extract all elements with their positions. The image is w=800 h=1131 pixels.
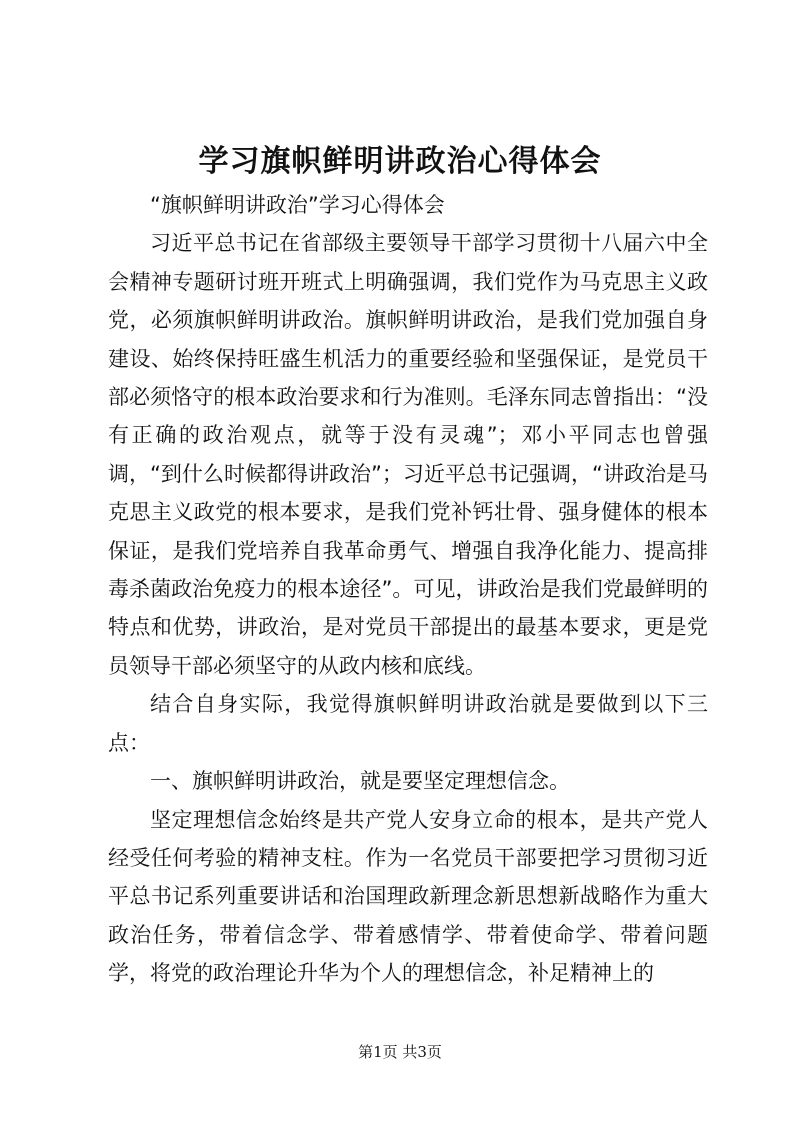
section-heading: 一、旗帜鲜明讲政治，就是要坚定理想信念。 xyxy=(150,769,570,794)
body-paragraph: 结合自身实际，我觉得旗帜鲜明讲政治就是要做到以下三点： xyxy=(108,692,708,755)
subtitle-paragraph: “旗帜鲜明讲政治”学习心得体会 xyxy=(150,193,445,217)
document-body xyxy=(108,186,708,993)
document-title: 学习旗帜鲜明讲政治心得体会 xyxy=(198,144,602,179)
body-paragraph: 习近平总书记在省部级主要领导干部学习贯彻十八届六中全会精神专题研讨班开班式上明确强调，我们党作为马克思主义政党，必须旗帜鲜明讲政治。旗帜鲜明讲政治，是我们党加强自身建设、始终保持旺盛生机活力的重要经验和坚强保证，是党员干部必须恪守的根本政治要求和行为准则。毛泽东同志曾指出：“没有正确的政治观点，就等于没有灵魂”；邓小平同志也曾强调，“到什么时候都得讲政治”；习近平总书记强调，“讲政治是马克思主义政党的根本要求，是我们党补钙壮骨、强身健体的根本保证，是我们党培养自我革命勇气、增强自我净化能力、提高排毒杀菌政治免疫力的根本途径”。可见，讲政治是我们党最鲜明的特点和优势，讲政治，是对党员干部提出的最基本要求，更是党员领导干部必须坚守的从政内核和底线。 xyxy=(108,231,708,678)
page-footer: 第1页 共3页 xyxy=(358,1043,442,1061)
body-paragraph: 坚定理想信念始终是共产党人安身立命的根本，是共产党人经受任何考验的精神支柱。作为一名党员干部要把学习贯彻习近平总书记系列重要讲话和治国理政新理念新思想新战略作为重大政治任务，带着信念学、带着感情学、带着使命学、带着问题学，将党的政治理论升华为个人的理想信念，补足精神上的 xyxy=(108,807,708,986)
